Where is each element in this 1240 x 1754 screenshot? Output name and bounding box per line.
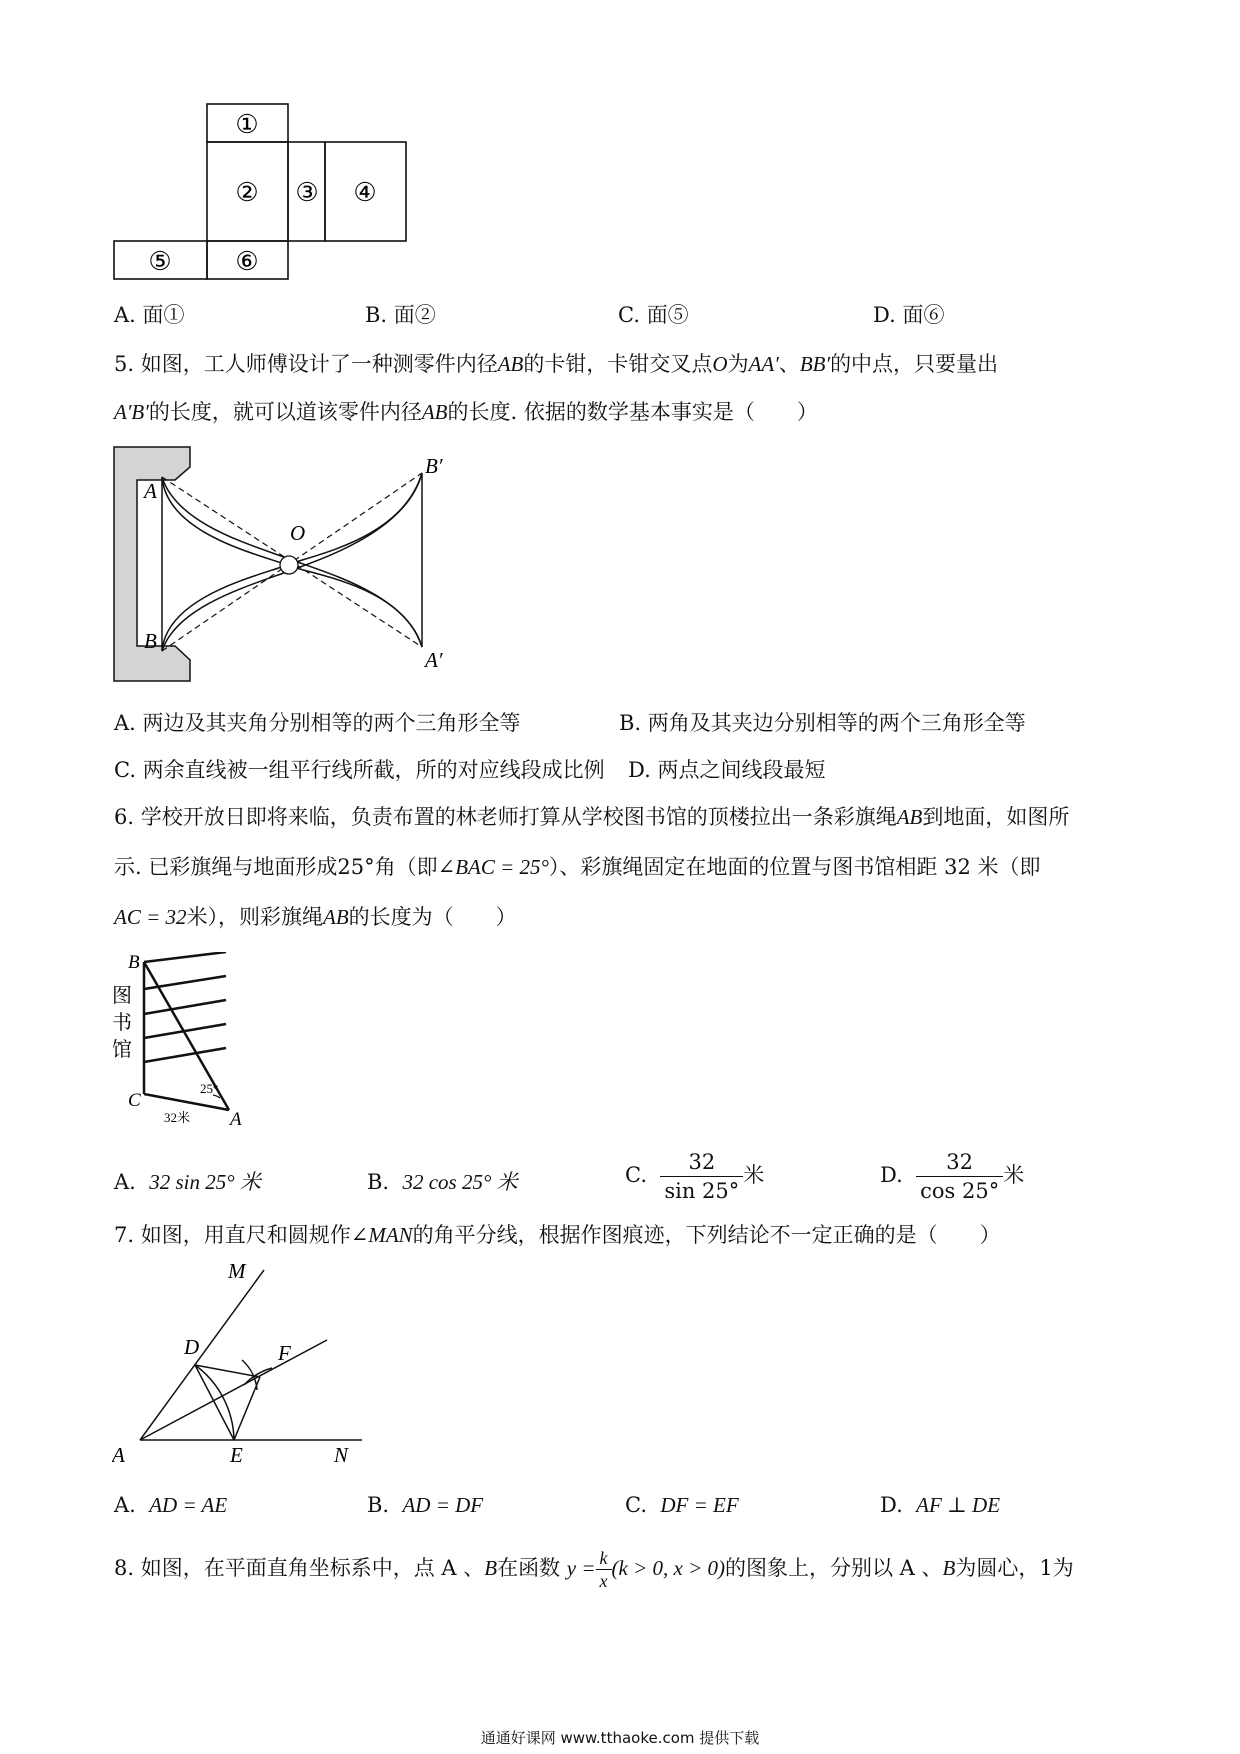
q5-stem-line2: A′B′的长度，就可以道该零件内径AB的长度. 依据的数学基本事实是（ ） [114, 400, 818, 424]
bisector-label-d: D [184, 1335, 200, 1359]
q4-option-a: A. 面① [114, 303, 185, 327]
library-label-c: C [128, 1090, 141, 1111]
q5-stem-line1: 5. 如图，工人师傅设计了一种测零件内径AB的卡钳，卡钳交叉点O为AA′、BB′的中点，只要量出 [114, 352, 999, 376]
q6-stem-line3: AC = 32米），则彩旗绳AB的长度为（ ） [114, 905, 517, 929]
caliper-label-ap: A′ [425, 648, 443, 672]
q6-option-c: C. $\frac{32}{\sin 25^\circ}$ 米 [625, 1150, 765, 1203]
q8-stem: 8. 如图，在平面直角坐标系中，点 A 、B在函数 y = $\frac{k}{x}$ (k > 0, x > 0)的图象上，分别以 A 、B为圆心，1为 [114, 1548, 1074, 1591]
q7-stem: 7. 如图，用直尺和圆规作∠MAN的角平分线，根据作图痕迹，下列结论不一定正确的是（ ） [114, 1223, 1001, 1247]
q6-option-d: D. $\frac{32}{\cos 25^\circ}$ 米 [880, 1150, 1025, 1203]
page-footer: 通通好课网 www.tthaoke.com 提供下载 [480, 1729, 760, 1747]
caliper-label-bp: B′ [425, 454, 443, 478]
net-face-4: ④ [353, 178, 377, 207]
net-face-3: ③ [295, 178, 319, 207]
q6-option-a: A. 32 sin 25° 米 [114, 1170, 261, 1194]
q4-option-b: B. 面② [365, 303, 436, 327]
q7-option-d: D. AF ⊥ DE [880, 1493, 1001, 1517]
bisector-label-m: M [228, 1260, 246, 1283]
pivot-o [280, 556, 298, 574]
q6-stem-line1: 6. 学校开放日即将来临，负责布置的林老师打算从学校图书馆的顶楼拉出一条彩旗绳AB到地面，如图所 [114, 805, 1070, 829]
q5-option-b: B. 两角及其夹边分别相等的两个三角形全等 [619, 711, 1026, 735]
net-face-5: ⑤ [148, 247, 172, 276]
library-figure [112, 952, 272, 1127]
caliper-label-o: O [290, 521, 306, 545]
q7-option-a: A. AD = AE [114, 1493, 228, 1517]
library-char-1: 图 [112, 985, 132, 1007]
q7-option-b: B. AD = DF [367, 1493, 484, 1517]
q4-option-d: D. 面⑥ [873, 303, 945, 327]
bisector-label-n: N [334, 1443, 349, 1467]
angle-bisector-figure [112, 1260, 372, 1470]
q5-option-d: D. 两点之间线段最短 [628, 758, 826, 782]
caliper-label-a: A [144, 479, 157, 503]
q7-option-c: C. DF = EF [625, 1493, 739, 1517]
cube-net-figure [112, 102, 412, 282]
bisector-label-f: F [278, 1341, 291, 1365]
q6-option-b: B. 32 cos 25° 米 [367, 1170, 518, 1194]
library-distance-label: 32米 [164, 1110, 191, 1125]
bisector-label-e: E [230, 1443, 243, 1467]
library-angle-label: 25° [200, 1081, 219, 1096]
q4-option-c: C. 面⑤ [618, 303, 689, 327]
q5-option-a: A. 两边及其夹角分别相等的两个三角形全等 [114, 711, 521, 735]
bisector-label-a: A [112, 1443, 125, 1467]
net-face-1: ① [235, 110, 259, 139]
caliper-label-b: B [144, 629, 157, 653]
net-face-2: ② [235, 178, 259, 207]
library-label-a: A [230, 1109, 242, 1127]
caliper-figure [112, 445, 462, 685]
net-face-6: ⑥ [235, 247, 259, 276]
library-char-3: 馆 [112, 1039, 132, 1061]
q5-option-c: C. 两余直线被一组平行线所截，所的对应线段成比例 [114, 758, 605, 782]
library-label-b: B [128, 952, 140, 973]
q6-stem-line2: 示. 已彩旗绳与地面形成25°角（即∠BAC = 25°）、彩旗绳固定在地面的位置与图书馆相距 32 米（即 [114, 855, 1041, 879]
library-char-2: 书 [112, 1012, 132, 1034]
